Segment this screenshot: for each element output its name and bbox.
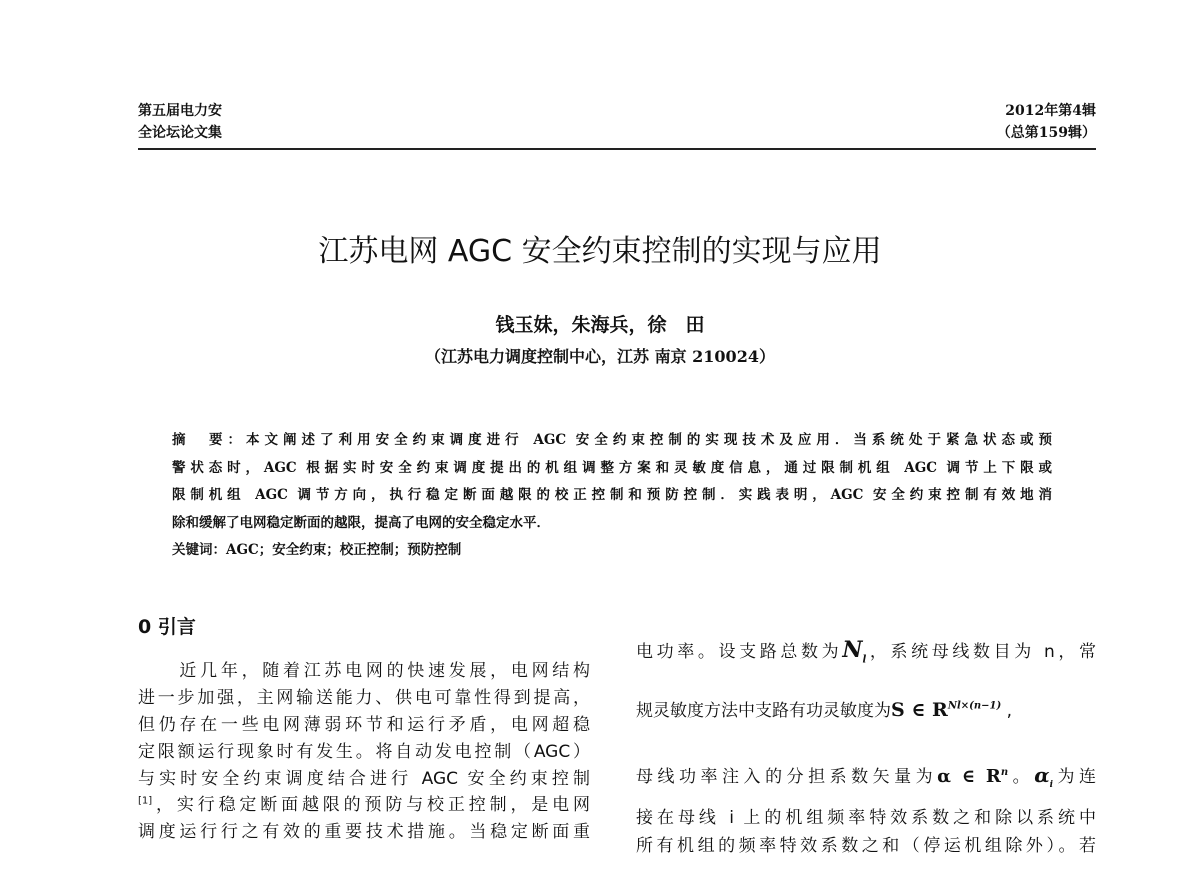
math-S bbox=[891, 699, 1001, 721]
keywords bbox=[172, 538, 1052, 558]
abstract-line: 限制机组 AGC 调节方向，执行稳定断面越限的校正控制和预防控制．实践表明，AGC 安全约束控制有效地消 bbox=[172, 487, 1052, 503]
journal-name bbox=[138, 100, 222, 144]
body-line: 但仍存在一些电网薄弱环节和运行矛盾，电网超稳 bbox=[138, 715, 590, 735]
journal-name-line2: 全论坛论文集 bbox=[138, 125, 222, 141]
body-line: 调度运行行之有效的重要技术措施。当稳定断面重 bbox=[138, 822, 590, 842]
body-text: 电功率。设支路总数为 bbox=[636, 642, 843, 662]
abstract-line bbox=[172, 428, 1052, 448]
body-line: 定限额运行现象时有发生。将自动发电控制（AGC） bbox=[138, 742, 590, 762]
abstract-line: 警状态时，AGC 根据实时安全约束调度提出的机组调整方案和灵敏度信息，通过限制机组 AGC 调节上下限或 bbox=[172, 460, 1052, 476]
paper-title: 江苏电网 AGC 安全约束控制的实现与应用 bbox=[318, 234, 882, 269]
math-symbol: N bbox=[842, 637, 863, 663]
issue-info bbox=[997, 100, 1096, 144]
math-superscript: Nl×(n−1) bbox=[947, 700, 1002, 712]
authors: 钱玉妹，朱海兵，徐 田 bbox=[495, 314, 705, 336]
math-symbol: α bbox=[1034, 763, 1050, 787]
body-text: 母线功率注入的分担系数矢量为 bbox=[636, 767, 938, 787]
keywords-text: AGC；安全约束；校正控制；预防控制 bbox=[226, 542, 462, 558]
issue-number: 2012年第4辑 bbox=[1005, 103, 1096, 119]
body-line: 母线功率注入的分担系数矢量为α ∈ $R^n$。$\alpha_i$为连 bbox=[636, 763, 1097, 790]
math-subscript: i bbox=[1049, 780, 1053, 790]
math-alpha bbox=[937, 766, 1008, 787]
body-line bbox=[138, 790, 590, 815]
body-line: 所有机组的频率特效系数之和（停运机组除外）。若 bbox=[636, 836, 1096, 856]
header-rule bbox=[138, 148, 1096, 150]
keywords-label: 关键词： bbox=[172, 542, 226, 558]
body-text: 规灵敏度方法中支路有功灵敏度为 bbox=[636, 701, 891, 721]
math-subscript: l bbox=[862, 654, 867, 666]
affiliation: （江苏电力调度控制中心，江苏 南京 210024） bbox=[425, 347, 775, 366]
abstract-label: 摘 要： bbox=[172, 432, 247, 448]
body-line bbox=[636, 637, 1096, 665]
body-line: 与实时安全约束调度结合进行 AGC 安全约束控制 bbox=[138, 769, 590, 789]
body-line: 近几年，随着江苏电网的快速发展，电网结构 bbox=[138, 661, 590, 681]
section-heading: 0 引言 bbox=[138, 616, 196, 638]
body-text: ，实行稳定断面越限的预防与校正控制，是电网 bbox=[152, 795, 590, 815]
body-line: 规灵敏度方法中支路有功灵敏度为S ∈ $R^{Nl\times(n-1)}$ , bbox=[636, 699, 1013, 721]
abstract-text: 本文阐述了利用安全约束调度进行 AGC 安全约束控制的实现技术及应用．当系统处于紧急状态或预 bbox=[246, 432, 1052, 448]
math-alpha-i bbox=[1034, 763, 1053, 790]
issue-total: （总第159辑） bbox=[996, 125, 1096, 141]
body-text: 为连 bbox=[1053, 767, 1097, 787]
journal-name-line1: 第五届电力安 bbox=[138, 103, 222, 119]
math-symbol: α ∈ R bbox=[937, 766, 1001, 787]
body-line: 接在母线 i 上的机组频率特效系数之和除以系统中 bbox=[636, 808, 1096, 828]
body-line: 进一步加强，主网输送能力、供电可靠性得到提高， bbox=[138, 688, 590, 708]
citation: [1] bbox=[138, 795, 153, 807]
abstract-line: 除和缓解了电网稳定断面的越限，提高了电网的安全稳定水平． bbox=[172, 515, 550, 531]
math-Nl bbox=[842, 637, 867, 666]
math-superscript: n bbox=[1000, 767, 1009, 778]
math-symbol: S ∈ R bbox=[891, 699, 948, 721]
body-text: ，系统母线数目为 n，常 bbox=[866, 642, 1097, 662]
